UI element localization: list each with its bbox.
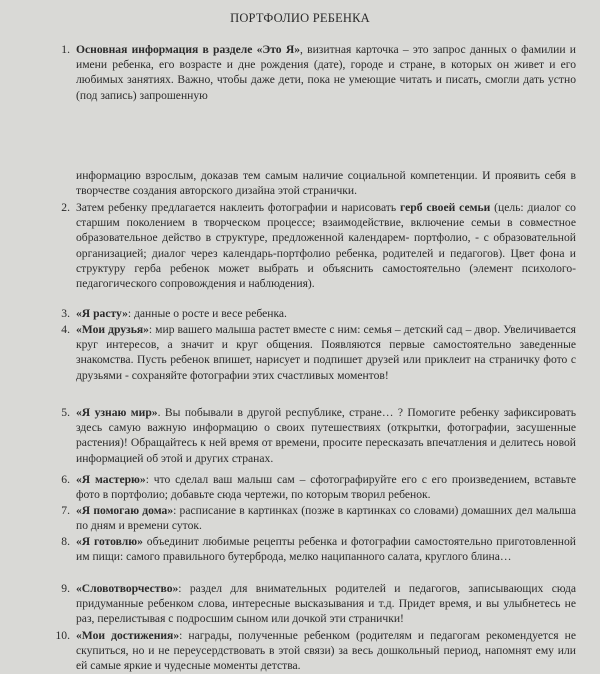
item-number: 3. (61, 307, 70, 320)
list-item-5 (36, 405, 576, 466)
item-text: : мир вашего малыша растет вместе с ним: семья – детский сад – двор. Увеличивается круг интересов, а значит и круг общения. Появляются первые самостоятельно заведенные знакомства. Пусть ребенок впишет, нарисует и подпишет друзей или приклеит на страничку фото с друзьями - сохраняйте фотографии этих счастливых моментов! (76, 323, 576, 382)
item-number: 2. (61, 201, 70, 214)
item-text: : раздел для внимательных родителей и педагогов, записывающих сюда придуманные ребенком слова, интересные высказывания и т.д. Придет время, и вы улыбнетесь не раз, перелистывая с подросшим сыном или дочкой эти странички! (76, 582, 576, 626)
item-number: 9. (61, 582, 70, 595)
item-text: объединит любимые рецепты ребенка и фотографии самостоятельно приготовленной им пищи: самого правильного бутерброда, мелко наципанного салата, круглого блина… (76, 535, 576, 564)
item-body (76, 42, 576, 103)
item-number: 1. (61, 43, 70, 56)
item-number: 4. (61, 323, 70, 336)
list-item-1-continuation: информацию взрослым, доказав тем самым наличие социальной компетенции. И проявить себя в творчестве создания авторского дизайна этой странички. (76, 169, 576, 198)
item-body (76, 200, 576, 291)
list-item-7 (36, 503, 576, 533)
item-text-pre: Затем ребенку предлагается наклеить фотографии и нарисовать (76, 201, 400, 214)
item-body (76, 405, 576, 466)
list-item-1 (36, 42, 576, 103)
item-heading: «Мои достижения» (76, 629, 180, 642)
item-heading: «Я готовлю» (76, 535, 143, 548)
item-number: 5. (61, 406, 70, 419)
item-body (76, 322, 576, 383)
item-body (76, 306, 576, 321)
item-number: 8. (61, 535, 70, 548)
item-body (76, 472, 576, 502)
item-text: : награды, полученные ребенком (родителям и педагогам рекомендуется не скупиться, но и не переусердствовать в этой связи) за весь дошкольный период, напомнят ему или ей самые яркие и чудесные моменты детства. (76, 629, 576, 673)
item-heading: герб своей семьи (400, 201, 491, 214)
page-title: ПОРТФОЛИО РЕБЕНКА (230, 11, 370, 25)
item-heading: «Словотворчество» (76, 582, 179, 595)
list-item-2 (36, 200, 576, 291)
item-heading: «Я мастерю» (76, 473, 146, 486)
item-text: : расписание в картинках (позже в картинках со словами) домашних дел малыша по дням и времени суток. (76, 504, 576, 533)
item-text: : данные о росте и весе ребенка. (127, 307, 287, 320)
item-body (76, 503, 576, 533)
list-item-8 (36, 534, 576, 564)
list-item-6 (36, 472, 576, 502)
item-heading: «Мои друзья» (76, 323, 149, 336)
item-heading: «Я узнаю мир» (76, 406, 158, 419)
item-text: . Вы побывали в другой республике, стране… ? Помогите ребенку зафиксировать здесь самую важную информацию о своих путешествиях (открытки, фотографии, засушенные растения)! Обращайтесь к ней время от времени, просите пересказать впечатления и делитесь новой информацией об этой и других странах. (76, 406, 576, 465)
item-text: : что сделал ваш малыш сам – сфотографируйте его с его произведением, вставьте фото в портфолио; добавьте сюда чертежи, по которым творил ребенок. (76, 473, 576, 502)
item-heading: Основная информация в разделе «Это Я» (76, 43, 300, 56)
item-heading: «Я расту» (76, 307, 128, 320)
list-item-4 (36, 322, 576, 383)
item-number: 7. (61, 504, 70, 517)
item-body (76, 534, 576, 564)
item-number: 10. (55, 629, 70, 642)
item-text: (цель: диалог со старшим поколением в творческом процессе; взаимодействие, включение семьи в совместное образовательное действо в структуре, предложенной календарем- портфолио, - с образовательной организацией; диалог через календарь-портфолио ребенка, родителей и педагогов). Цвет фона и структуру герба ребенок может выбрать и объяснить самостоятельно (элемент психолого-педагогического сопровождения и наблюдения). (76, 201, 576, 291)
item-body (76, 581, 576, 627)
list-item-9 (36, 581, 576, 627)
item-heading: «Я помогаю дома» (76, 504, 174, 517)
item-body (76, 628, 576, 674)
item-number: 6. (61, 473, 70, 486)
list-item-10 (36, 628, 576, 674)
list-item-3 (36, 306, 576, 321)
item-text: , визитная карточка – это запрос данных о фамилии и имени ребенка, его возрасте и дне рождения (дате), городе и стране, в которых он живет и его любимых занятиях. Важно, чтобы даже дети, пока не умеющие читать и писать, смогли дать устно (под запись) запрошенную (76, 43, 576, 102)
